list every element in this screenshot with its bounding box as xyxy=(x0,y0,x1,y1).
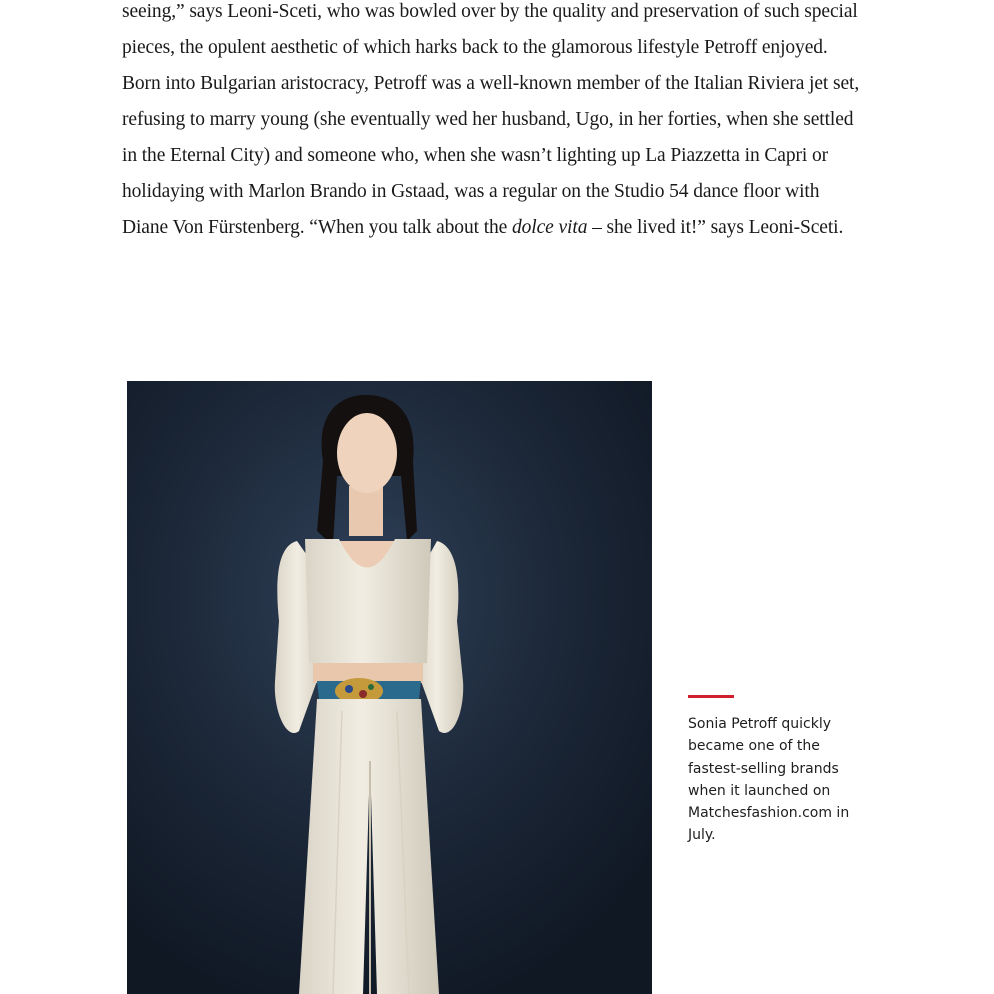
photo-caption: Sonia Petroff quickly became one of the fastest-selling brands when it launched on Matchesfashion.com in July. xyxy=(688,716,850,844)
paragraph-text-end: – she lived it!” says Leoni-Sceti. xyxy=(587,217,844,238)
article-body xyxy=(122,0,864,246)
caption-accent-rule xyxy=(688,695,734,698)
italic-phrase: dolce vita xyxy=(512,217,588,238)
paragraph-text: seeing,” says Leoni-Sceti, who was bowled over by the quality and preservation of such special pieces, the opulent aesthetic of which harks back to the glamorous lifestyle Petroff enjoyed. Born into Bulgarian aristocracy, Petroff was a well-known member of the Italian Riviera jet set, refusing to marry young (she eventually wed her husband, Ugo, in her forties, when she settled in the Eternal City) and someone who, when she wasn’t lighting up La Piazzetta in Capri or holidaying with Marlon Brando in Gstaad, was a regular on the Studio 54 dance floor with Diane Von Fürstenberg. “When you talk about the xyxy=(122,1,860,238)
article-paragraph xyxy=(122,0,864,246)
fashion-photo xyxy=(127,381,652,994)
model-illustration xyxy=(127,381,652,994)
